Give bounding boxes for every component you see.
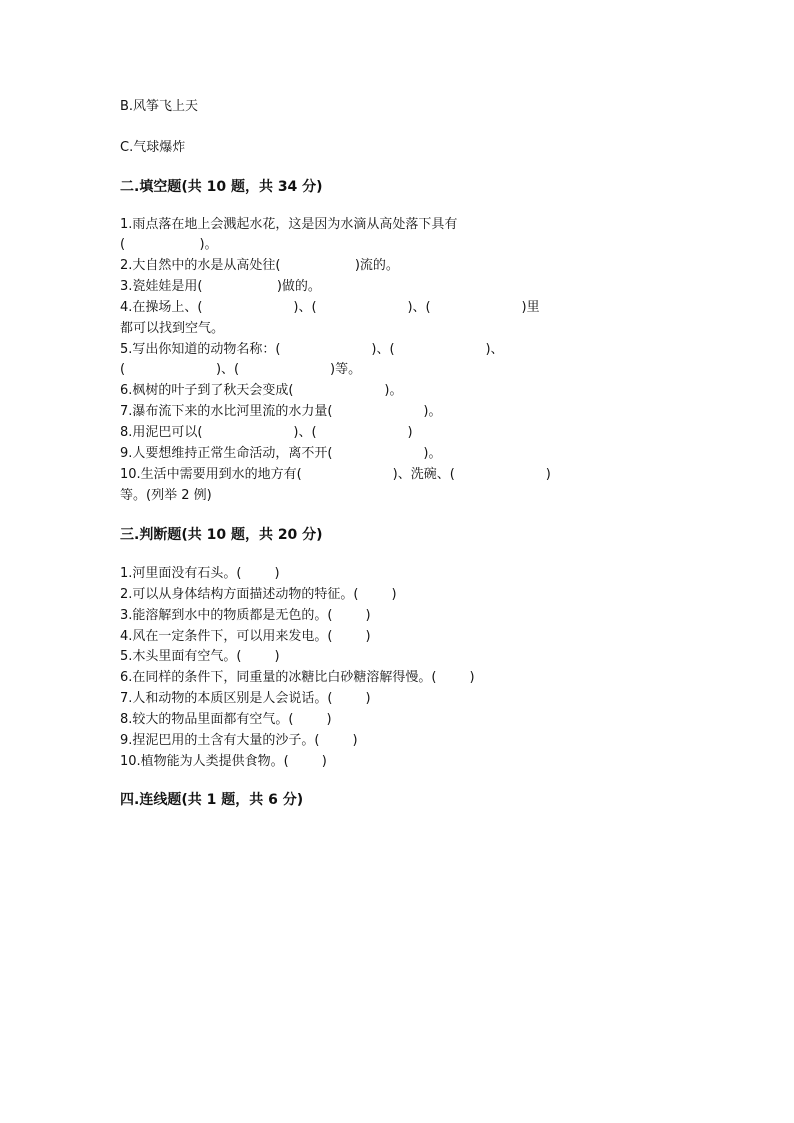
section-heading-matching: 四.连线题(共 1 题，共 6 分) xyxy=(120,792,304,808)
true-false-item: 5.木头里面有空气。( ) xyxy=(120,649,280,664)
fill-blank-line: 7.瀑布流下来的水比河里流的水力量( )。 xyxy=(120,404,442,419)
fill-blank-line: ( )、( )等。 xyxy=(120,362,362,377)
fill-blank-line: 6.枫树的叶子到了秋天会变成( )。 xyxy=(120,383,403,398)
true-false-item: 3.能溶解到水中的物质都是无色的。( ) xyxy=(120,608,371,623)
true-false-item: 8.较大的物品里面都有空气。( ) xyxy=(120,712,332,727)
fill-blank-line: 2.大自然中的水是从高处往( )流的。 xyxy=(120,258,399,273)
fill-blank-line: 都可以找到空气。 xyxy=(120,321,225,336)
fill-blank-line: 10.生活中需要用到水的地方有( )、洗碗、( ) xyxy=(120,467,551,482)
true-false-item: 4.风在一定条件下，可以用来发电。( ) xyxy=(120,629,371,644)
true-false-item: 7.人和动物的本质区别是人会说话。( ) xyxy=(120,691,371,706)
fill-blank-line: 等。(列举 2 例) xyxy=(120,488,212,503)
true-false-item: 6.在同样的条件下，同重量的冰糖比白砂糖溶解得慢。( ) xyxy=(120,670,475,685)
true-false-item: 9.捏泥巴用的土含有大量的沙子。( ) xyxy=(120,733,358,748)
true-false-item: 1.河里面没有石头。( ) xyxy=(120,566,280,581)
fill-blank-line: 1.雨点落在地上会溅起水花，这是因为水滴从高处落下具有 xyxy=(120,217,458,232)
fill-blank-line: 8.用泥巴可以( )、( ) xyxy=(120,425,413,440)
fill-blank-line: 3.瓷娃娃是用( )做的。 xyxy=(120,279,321,294)
fill-blank-line: 4.在操场上、( )、( )、( )里 xyxy=(120,300,540,315)
fill-blank-line: 9.人要想维持正常生命活动，离不开( )。 xyxy=(120,446,442,461)
section-heading-fill-blank: 二.填空题(共 10 题，共 34 分) xyxy=(120,179,323,195)
fill-blank-line: ( )。 xyxy=(120,237,218,252)
fill-blank-line: 5.写出你知道的动物名称：( )、( )、 xyxy=(120,342,504,357)
option-b: B.风筝飞上天 xyxy=(120,99,199,114)
true-false-item: 10.植物能为人类提供食物。( ) xyxy=(120,754,327,769)
section-heading-true-false: 三.判断题(共 10 题，共 20 分) xyxy=(120,527,323,543)
option-c: C.气球爆炸 xyxy=(120,140,186,155)
true-false-item: 2.可以从身体结构方面描述动物的特征。( ) xyxy=(120,587,397,602)
